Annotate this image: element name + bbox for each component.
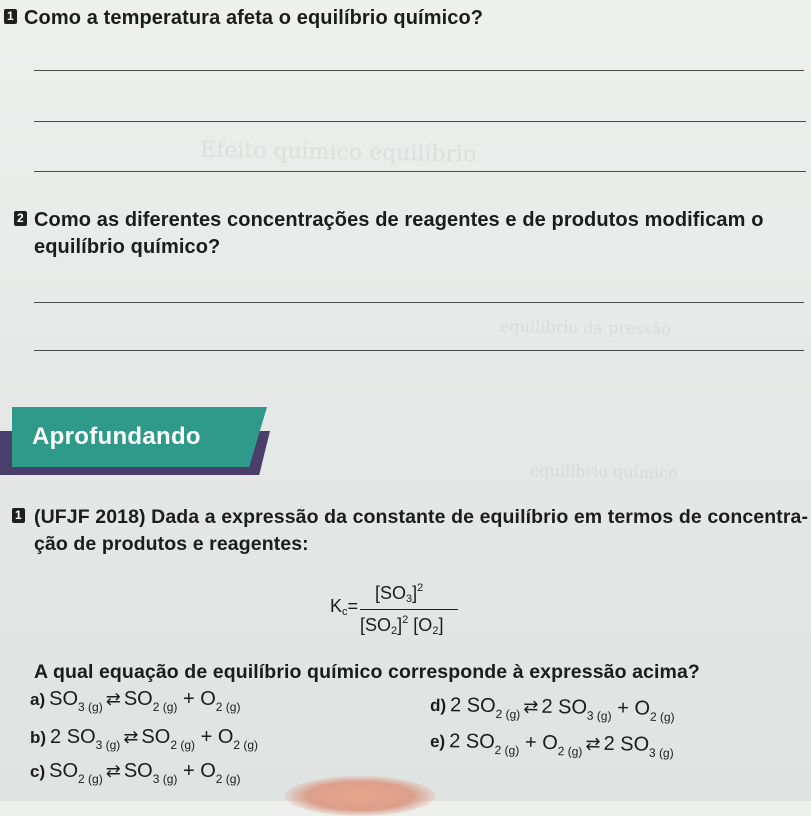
exercise-1-line1: (UFJF 2018) Dada a expressão da constante de equilíbrio em termos de concentra-	[34, 506, 809, 528]
answer-line	[34, 70, 804, 71]
answer-line	[34, 302, 804, 303]
bleed-through-text: Efeito químico equilíbrio	[199, 137, 477, 168]
question-2-line2: equilíbrio químico?	[34, 236, 221, 258]
finger-photo-artifact	[285, 776, 435, 816]
answer-line	[34, 121, 806, 122]
exercise-1-line2: ção de produtos e reagentes:	[34, 533, 309, 555]
formula-denominator: $[SO_2]^2$ $[O_2]$	[360, 614, 444, 637]
bleed-through-text: equilíbrio químico	[529, 460, 678, 483]
fraction-bar	[360, 609, 458, 610]
kc-symbol: $K_c=$	[330, 596, 359, 618]
section-banner	[0, 407, 270, 475]
option-b: b) 2 $SO_{3 (g)}$ ⇄ $SO_{2 (g)} + O_{2 (g)}$	[30, 726, 259, 752]
banner-title: Aprofundando	[32, 423, 201, 450]
equilibrium-constant-formula	[330, 582, 470, 642]
option-d: d) 2 $SO_{2 (g)}$ ⇄ 2 $SO_{3 (g)} + O_{2 (g)}$	[429, 694, 675, 725]
exercise-1-badge: 1	[12, 508, 25, 523]
exercise-1-question: A qual equação de equilíbrio químico corresponde à expressão acima?	[34, 661, 700, 683]
formula-numerator: $[SO_3]^2$	[375, 582, 424, 605]
bleed-through-text: equilíbrio da pressão	[499, 316, 672, 339]
option-a: a) $SO_{3 (g)}$ ⇄ $SO_{2 (g)} + O_{2 (g)}$	[30, 688, 241, 714]
option-e: e) 2 $SO_{2 (g)} + O_{2 (g)}$ ⇄ 2 $SO_{3 (g)}$	[429, 730, 674, 761]
question-2-line1: Como as diferentes concentrações de reagentes e de produtos modificam o	[34, 209, 764, 231]
option-c: c) $SO_{2 (g)}$ ⇄ $SO_{3 (g)} + O_{2 (g)}$	[30, 760, 241, 786]
question-1-badge: 1	[4, 9, 17, 24]
answer-line	[34, 350, 804, 351]
question-2-badge: 2	[14, 211, 27, 226]
question-1-text: Como a temperatura afeta o equilíbrio químico?	[24, 7, 484, 29]
answer-line	[34, 171, 806, 172]
